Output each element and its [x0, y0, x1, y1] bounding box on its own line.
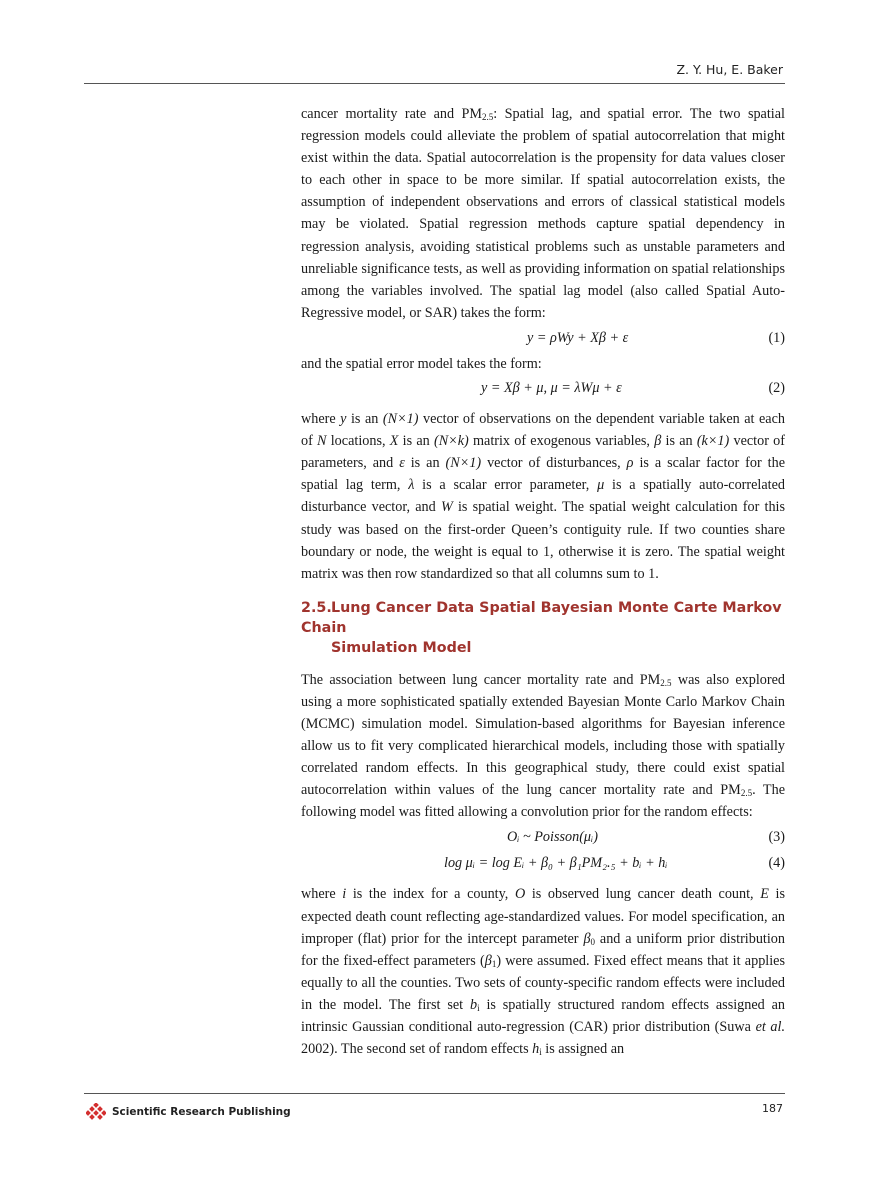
section-number: 2.5.	[301, 599, 332, 616]
equation-2-number: (2)	[768, 380, 785, 397]
publisher-logo	[86, 1103, 291, 1121]
section-heading	[301, 598, 785, 658]
header-rule	[84, 83, 785, 84]
section-title-line1: Lung Cancer Data Spatial Bayesian Monte Carte Markov Chain	[301, 599, 782, 636]
equation-3-formula: Oᵢ ~ Poisson(μᵢ)	[507, 829, 599, 846]
equation-1	[301, 327, 785, 351]
equation-4	[301, 852, 785, 876]
equation-1-formula: y = ρWy + Xβ + ε	[527, 329, 629, 346]
equation-1-number: (1)	[768, 329, 785, 346]
publisher-logo-icon	[86, 1103, 106, 1121]
paragraph-spatial-models: cancer mortality rate and $PM_{2.5}$: Spatial lag, and spatial error. The two spatial regression models could alleviate the problem of spatial autocorrelation that might exist within the data. Spatial autocorrelation is the propensity for data values closer to each other in space to be more similar. If spatial autocorrelation exists, the assumption of independent observations and errors of classical statistical models may be violated. Spatial regression methods capture spatial dependency in regression analysis, avoiding statistical problems such as unstable parameters and unreliable significance tests, as well as providing information on spatial relationships among the variables involved. The spatial lag model (also called Spatial Auto-Regressive model, or SAR) takes the form:	[301, 106, 785, 321]
page-number: 187	[762, 1102, 783, 1115]
paragraph-variable-definitions: where y is an (N×1) vector of observations on the dependent variable taken at each of N locations, X is an (N×k) matrix of exogenous variables, β is an (k×1) vector of parameters, and ε is an (N×1) vector of disturbances, ρ is a scalar factor for the spatial lag term, λ is a scalar error parameter, μ is a spatially auto-correlated disturbance vector, and W is spatial weight. The spatial weight calculation for this study was based on the first-order Queen’s contiguity rule. If two counties share boundary or node, the weight is equal to 1, otherwise it is zero. The spatial weight matrix was then row standardized so that all columns sum to 1.	[301, 411, 786, 582]
equation-3	[301, 826, 785, 850]
equation-4-formula: log μᵢ = log Eᵢ + β₀ + β₁PM₂.₅ + bᵢ + hᵢ	[444, 855, 668, 872]
equation-4-number: (4)	[768, 855, 785, 872]
publisher-name: Scientific Research Publishing	[112, 1106, 291, 1118]
paragraph-model-specification: where i is the index for a county, O is observed lung cancer death count, E is expected death count reflecting age-standardized values. For model specification, an improper (flat) prior for the intercept parameter $\beta_0$ and a uniform prior distribution for the fixed-effect parameters $(\beta_1)$ were assumed. Fixed effect means that it applies equally to all the counties. Two sets of county-specific random effects were included in the model. The first set $b_i$ is spatially structured random effects assigned an intrinsic Gaussian conditional auto-regression (CAR) prior distribution (Suwa et al. 2002). The second set of random effects $h_i$ is assigned an	[301, 886, 785, 1058]
paragraph-error-model-intro: and the spatial error model takes the form:	[301, 355, 542, 372]
section-title-line2: Simulation Model	[331, 639, 472, 656]
running-header: Z. Y. Hu, E. Baker	[676, 62, 783, 77]
page-body	[301, 103, 785, 1060]
footer-rule	[84, 1093, 785, 1094]
equation-3-number: (3)	[768, 829, 785, 846]
paragraph-mcmc: The association between lung cancer mortality rate and $PM_{2.5}$ was also explored using a more sophisticated spatially extended Bayesian Monte Carlo Markov Chain (MCMC) simulation model. Simulation-based algorithms for Bayesian inference allow us to fit very complicated hierarchical models, including those with spatially correlated random effects. In this geographical study, there could exist spatial autocorrelation within values of the lung cancer mortality rate and $PM_{2.5}$. The following model was fitted allowing a convolution prior for the random effects:	[301, 671, 785, 821]
equation-2-formula: y = Xβ + μ, μ = λWμ + ε	[481, 380, 622, 397]
equation-2	[301, 377, 785, 401]
